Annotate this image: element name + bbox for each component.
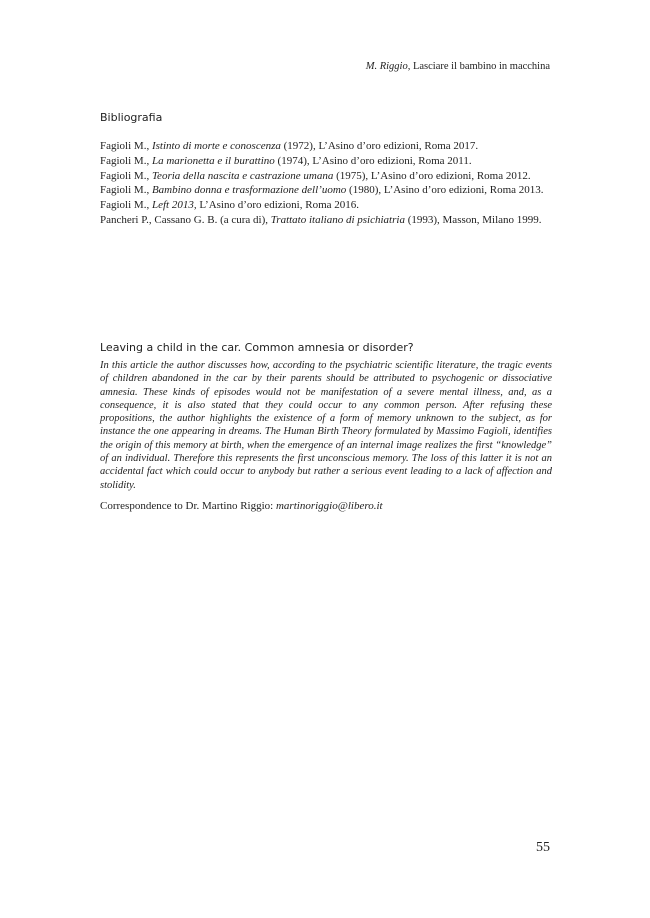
bibliography-entry	[100, 169, 552, 184]
bibliography-entry	[100, 139, 552, 154]
bibliography-entry	[100, 154, 552, 169]
entry-publication: (1975), L’Asino d’oro edizioni, Roma 2012.	[336, 169, 531, 182]
entry-title: Trattato italiano di psichiatria	[270, 213, 405, 226]
entry-author: Fagioli M.,	[100, 184, 150, 197]
correspondence-label: Correspondence to Dr. Martino Riggio:	[100, 500, 274, 512]
entry-author: Fagioli M.,	[100, 199, 150, 212]
entry-publication: (1974), L’Asino d’oro edizioni, Roma 2011.	[277, 154, 472, 167]
entry-publication: (1980), L’Asino d’oro edizioni, Roma 2013.	[349, 184, 544, 197]
bibliography-entry	[100, 183, 552, 198]
entry-title: Bambino donna e trasformazione dell’uomo	[151, 184, 347, 197]
running-head-author: M. Riggio,	[365, 61, 411, 72]
entry-publication: (1993), Masson, Milano 1999.	[407, 213, 542, 226]
abstract-title: Leaving a child in the car. Common amnesia or disorder?	[100, 341, 414, 354]
bibliography-entry	[100, 213, 552, 228]
entry-author: Fagioli M.,	[100, 154, 150, 167]
entry-title: Istinto di morte e conoscenza	[151, 140, 281, 152]
bibliography-entry	[100, 198, 552, 213]
bibliography-heading: Bibliografia	[100, 111, 163, 124]
abstract-text: In this article the author discusses how, according to the psychiatric scientific literature, the tragic events of children abandoned in the car by their parents should be attributed to psychogenic or dissociative amnesia. These kinds of episodes would not be manifestation of a severe mental illness, and, as a consequence, it is also stated that they could occur to any common person. After refusing these propositions, the author highlights the existence of a form of memory unknown to the subject, as for instance the one appearing in dreams. The Human Birth Theory formulated by Massimo Fagioli, identifies the origin of this memory at birth, when the emergence of an internal image realizes the first “knowledge” of an individual. Therefore this represents the first unconscious memory. The loss of this latter it is not an accidental fact which could occur to anybody but rather a serious event leading to a lack of affection and stolidity.	[100, 360, 552, 491]
entry-author: Fagioli M.,	[100, 140, 150, 152]
entry-author: Pancheri P., Cassano G. B. (a cura di),	[100, 213, 269, 226]
entry-author: Fagioli M.,	[100, 169, 150, 182]
entry-title: Left 2013,	[151, 199, 197, 212]
correspondence-email: martinoriggio@libero.it	[275, 500, 383, 512]
page-number: 55	[536, 840, 550, 855]
entry-title: Teoria della nascita e castrazione umana	[151, 169, 334, 182]
entry-publication: L’Asino d’oro edizioni, Roma 2016.	[199, 199, 360, 212]
bibliography-list	[100, 139, 552, 228]
running-head-title: Lasciare il bambino in macchina	[412, 61, 550, 72]
entry-title: La marionetta e il burattino	[151, 154, 275, 167]
correspondence-line	[100, 499, 552, 513]
running-head	[366, 61, 550, 72]
entry-publication: (1972), L’Asino d’oro edizioni, Roma 2017.	[283, 140, 479, 152]
